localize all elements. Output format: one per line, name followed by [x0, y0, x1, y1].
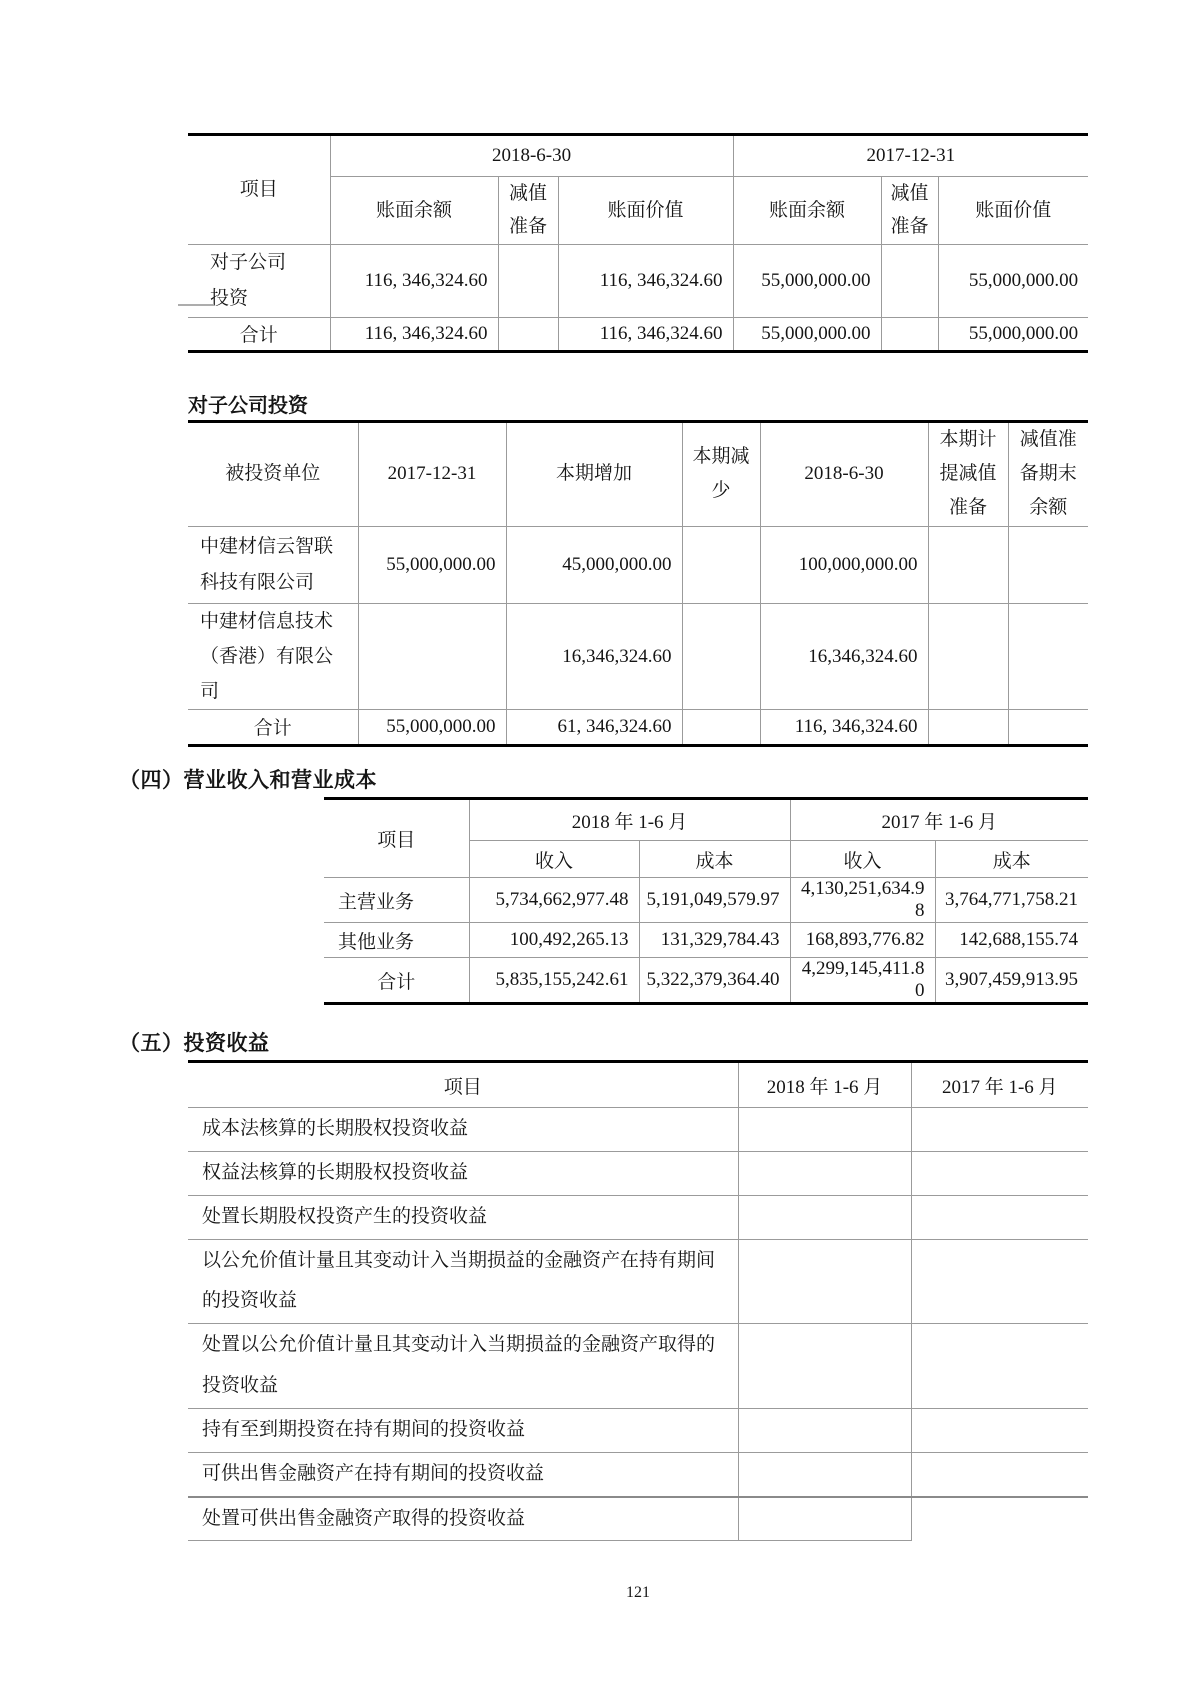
cell-value: [911, 1324, 1088, 1409]
col-header-2018-6-30: 2018-6-30: [760, 422, 928, 527]
row-label: 处置长期股权投资产生的投资收益: [188, 1195, 738, 1239]
col-header-2017-12-31: 2017-12-31: [358, 422, 506, 527]
cell-value: [738, 1452, 911, 1496]
cell-value: 55,000,000.00: [938, 317, 1088, 351]
cell-value: [1008, 526, 1088, 603]
cell-value: 116, 346,324.60: [330, 244, 498, 317]
cell-value: [682, 603, 760, 709]
table-row: [188, 1408, 1088, 1452]
col-header-investee: 被投资单位: [188, 422, 358, 527]
row-label: 合计: [188, 317, 330, 351]
table-row: [188, 1324, 1088, 1409]
cell-value: 100,492,265.13: [469, 923, 639, 958]
col-header-item: 项目: [188, 135, 330, 245]
col-group-2018: 2018 年 1-6 月: [469, 799, 790, 841]
col-header-2017: 2017 年 1-6 月: [911, 1062, 1088, 1108]
section-heading-revenue-cost: （四）营业收入和营业成本: [119, 768, 377, 792]
cell-value: [738, 1408, 911, 1452]
cell-value: 61, 346,324.60: [506, 709, 682, 745]
cell-value: [911, 1195, 1088, 1239]
row-label: 其他业务: [324, 923, 469, 958]
cell-value: [881, 244, 938, 317]
cell-value: [1008, 603, 1088, 709]
cell-value: 16,346,324.60: [506, 603, 682, 709]
col-group-2017: 2017-12-31: [733, 135, 1088, 177]
subsidiary-investment-section: [188, 420, 1088, 747]
cell-value: 4,299,145,411.80: [790, 958, 935, 1004]
cell-value: [738, 1497, 911, 1541]
cell-value: 5,734,662,977.48: [469, 878, 639, 923]
col-header-book-balance: 账面余额: [733, 177, 881, 245]
cell-value: [928, 709, 1008, 745]
table-row: [188, 135, 1088, 177]
cell-value: [911, 1497, 1088, 1541]
col-header-provision-accrued: 本期计提减值准备: [928, 422, 1008, 527]
cell-value: [1008, 709, 1088, 745]
revenue-cost-section: [324, 797, 1088, 1005]
col-header-cost: 成本: [639, 841, 790, 878]
col-header-increase: 本期增加: [506, 422, 682, 527]
cell-value: 3,907,459,913.95: [935, 958, 1088, 1004]
row-label: 成本法核算的长期股权投资收益: [188, 1108, 738, 1152]
cell-value: [738, 1108, 911, 1152]
row-label: 处置可供出售金融资产取得的投资收益: [188, 1497, 738, 1541]
table-row: [188, 1108, 1088, 1152]
col-header-item: 项目: [324, 799, 469, 878]
row-label: 主营业务: [324, 878, 469, 923]
table-row-total: [324, 958, 1088, 1004]
col-header-provision-ending: 减值准备期末余额: [1008, 422, 1088, 527]
cell-value: 100,000,000.00: [760, 526, 928, 603]
row-label: 对子公司投资: [188, 244, 330, 317]
table-row: [324, 878, 1088, 923]
cell-value: [498, 317, 558, 351]
col-header-decrease: 本期减少: [682, 422, 760, 527]
table-row-total: [188, 709, 1088, 745]
cell-value: 131,329,784.43: [639, 923, 790, 958]
row-label: 以公允价值计量且其变动计入当期损益的金融资产在持有期间的投资收益: [188, 1239, 738, 1324]
cell-value: 5,835,155,242.61: [469, 958, 639, 1004]
cell-value: [682, 526, 760, 603]
cell-value: [911, 1452, 1088, 1496]
cell-value: [928, 603, 1008, 709]
cell-value: [738, 1239, 911, 1324]
cell-value: [498, 244, 558, 317]
row-label: 合计: [324, 958, 469, 1004]
col-header-impairment: 减值准备: [881, 177, 938, 245]
section-heading-investment-income: （五）投资收益: [119, 1031, 270, 1055]
row-label: 中建材信息技术（香港）有限公司: [188, 603, 358, 709]
col-group-2017: 2017 年 1-6 月: [790, 799, 1088, 841]
cell-value: 116, 346,324.60: [760, 709, 928, 745]
cell-value: 4,130,251,634.98: [790, 878, 935, 923]
row-label: 合计: [188, 709, 358, 745]
table-row: [188, 1195, 1088, 1239]
table-row-total: [188, 317, 1088, 351]
cell-value: [881, 317, 938, 351]
col-header-cost: 成本: [935, 841, 1088, 878]
col-header-book-balance: 账面余额: [330, 177, 498, 245]
table-row: [188, 1452, 1088, 1496]
table-row: [188, 1497, 1088, 1541]
col-header-item: 项目: [188, 1062, 738, 1108]
col-header-income: 收入: [790, 841, 935, 878]
investment-income-section: [188, 1060, 1088, 1541]
col-header-book-value: 账面价值: [938, 177, 1088, 245]
row-label: 可供出售金融资产在持有期间的投资收益: [188, 1452, 738, 1496]
cell-value: 55,000,000.00: [358, 526, 506, 603]
cell-value: 5,322,379,364.40: [639, 958, 790, 1004]
table-row: [188, 603, 1088, 709]
col-header-impairment: 减值准备: [498, 177, 558, 245]
table-row: [188, 1151, 1088, 1195]
cell-value: [682, 709, 760, 745]
cell-value: [738, 1195, 911, 1239]
investment-summary-section: [188, 133, 1088, 353]
table-subsidiary-investment: [188, 420, 1088, 747]
table-row: [188, 244, 1088, 317]
page-number: 121: [626, 1584, 650, 1601]
cell-value: [738, 1151, 911, 1195]
cell-value: [928, 526, 1008, 603]
cell-value: 45,000,000.00: [506, 526, 682, 603]
cell-value: 116, 346,324.60: [558, 244, 733, 317]
cell-value: [911, 1408, 1088, 1452]
cell-value: [358, 603, 506, 709]
col-header-income: 收入: [469, 841, 639, 878]
margin-dash-mark: [178, 304, 214, 306]
table-investment-summary: [188, 133, 1088, 353]
col-group-2018: 2018-6-30: [330, 135, 733, 177]
col-header-book-value: 账面价值: [558, 177, 733, 245]
table-row: [188, 1062, 1088, 1108]
cell-value: 55,000,000.00: [733, 244, 881, 317]
table-row: [188, 422, 1088, 527]
cell-value: 116, 346,324.60: [330, 317, 498, 351]
row-label: 持有至到期投资在持有期间的投资收益: [188, 1408, 738, 1452]
table-investment-income: [188, 1060, 1088, 1541]
table-row: [324, 799, 1088, 841]
cell-value: [911, 1108, 1088, 1152]
table-row: [188, 1239, 1088, 1324]
table-revenue-cost: [324, 797, 1088, 1005]
table-row: [324, 923, 1088, 958]
row-label: 处置以公允价值计量且其变动计入当期损益的金融资产取得的投资收益: [188, 1324, 738, 1409]
cell-value: 55,000,000.00: [733, 317, 881, 351]
cell-value: 55,000,000.00: [358, 709, 506, 745]
cell-value: 168,893,776.82: [790, 923, 935, 958]
cell-value: 55,000,000.00: [938, 244, 1088, 317]
cell-value: 5,191,049,579.97: [639, 878, 790, 923]
col-header-2018: 2018 年 1-6 月: [738, 1062, 911, 1108]
cell-value: [911, 1151, 1088, 1195]
cell-value: [738, 1324, 911, 1409]
cell-value: [911, 1239, 1088, 1324]
cell-value: 142,688,155.74: [935, 923, 1088, 958]
row-label: 权益法核算的长期股权投资收益: [188, 1151, 738, 1195]
cell-value: 16,346,324.60: [760, 603, 928, 709]
subsidiary-table-title: 对子公司投资: [188, 395, 308, 417]
cell-value: 3,764,771,758.21: [935, 878, 1088, 923]
cell-value: 116, 346,324.60: [558, 317, 733, 351]
row-label: 中建材信云智联科技有限公司: [188, 526, 358, 603]
table-row: [188, 526, 1088, 603]
